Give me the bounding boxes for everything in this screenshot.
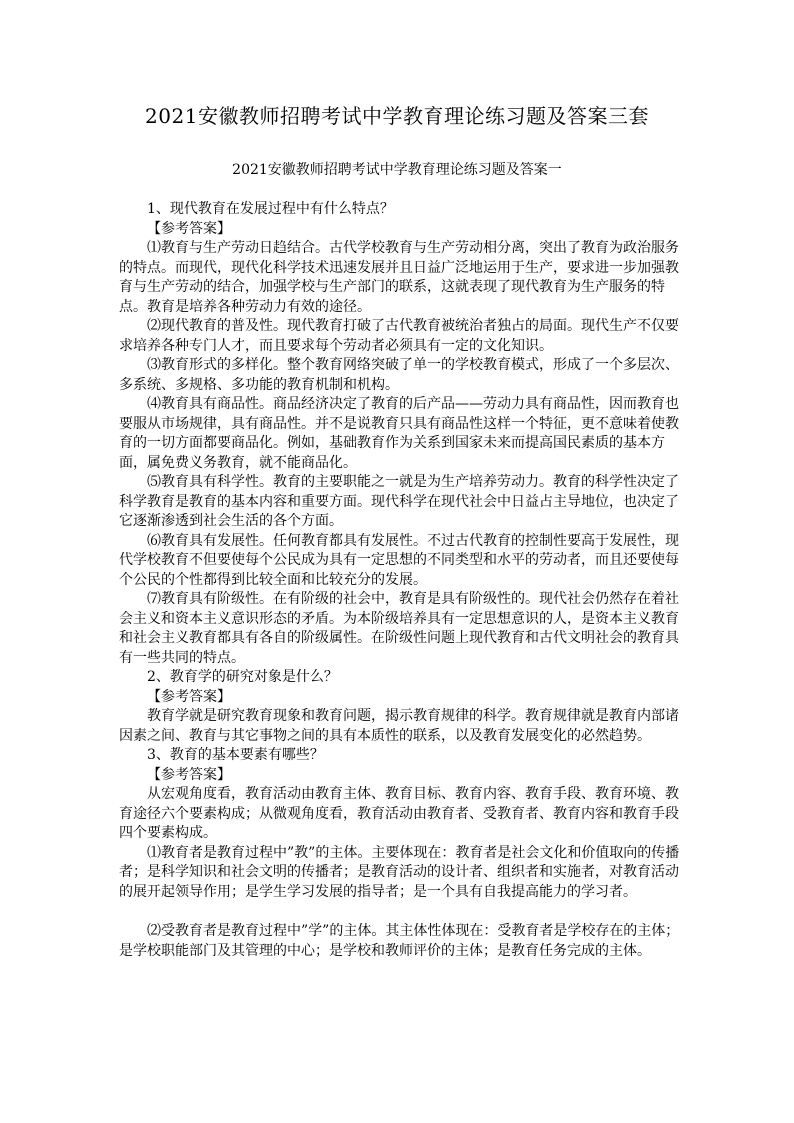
answer-1-paragraph-6: ⑹教育具有发展性。任何教育都具有发展性。不过古代教育的控制性要高于发展性，现代学校教育不但要使每个公民成为具有一定思想的不同类型和水平的劳动者，而且还要使每个公民的个性都得到比较全面和比较充分的发展。 — [119, 532, 679, 588]
answer-label-1: 【参考答案】 — [147, 220, 231, 237]
answer-1-paragraph-5: ⑸教育具有科学性。教育的主要职能之一就是为生产培养劳动力。教育的科学性决定了科学教育是教育的基本内容和重要方面。现代科学在现代社会中日益占主导地位，也决定了它逐渐渗透到社会生活的各个方面。 — [119, 474, 679, 529]
answer-3-paragraph-3: ⑵受教育者是教育过程中”学”的主体。其主体性体现在：受教育者是学校存在的主体；是学校职能部门及其管理的中心；是学校和教师评价的主体；是教育任务完成的主体。 — [119, 923, 680, 959]
answer-2-paragraph-1: 教育学就是研究教育现象和教育问题，揭示教育规律的科学。教育规律就是教育内部诸因素之间、教育与其它事物之间的具有本质性的联系，以及教育发展变化的必然趋势。 — [119, 708, 679, 744]
answer-label-2: 【参考答案】 — [147, 688, 231, 705]
question-2: 2、教育学的研究对象是什么？ — [147, 669, 338, 685]
answer-1-paragraph-2: ⑵现代教育的普及性。现代教育打破了古代教育被统治者独占的局面。现代生产不仅要求培养各种专门人才，而且要求每个劳动者必须具有一定的文化知识。 — [119, 318, 679, 354]
answer-1-paragraph-3: ⑶教育形式的多样化。整个教育网络突破了单一的学校教育模式，形成了一个多层次、多系统、多规格、多功能的教育机制和机构。 — [119, 357, 679, 393]
answer-1-paragraph-7: ⑺教育具有阶级性。在有阶级的社会中，教育是具有阶级性的。现代社会仍然存在着社会主义和资本主义意识形态的矛盾。为本阶级培养具有一定思想意识的人，是资本主义教育和社会主义教育都具有各自的阶级属性。在阶级性问题上现代教育和古代文明社会的教育具有一些共同的特点。 — [119, 591, 679, 666]
answer-label-3: 【参考答案】 — [147, 766, 231, 783]
question-1: 1、现代教育在发展过程中有什么特点？ — [147, 201, 394, 217]
document-body — [119, 200, 685, 961]
answer-1-paragraph-1: ⑴教育与生产劳动日趋结合。古代学校教育与生产劳动相分离，突出了教育为政治服务的特点。而现代，现代化科学技术迅速发展并且日益广泛地运用于生产，要求进一步加强教育与生产劳动的结合，加强学校与生产部门的联系，这就表现了现代教育为生产服务的特点。教育是培养各种劳动力有效的途径。 — [119, 240, 679, 315]
answer-1-paragraph-4: ⑷教育具有商品性。商品经济决定了教育的后产品——劳动力具有商品性，因而教育也要服从市场规律，具有商品性。并不是说教育只具有商品性这样一个特征，更不意味着使教育的一切方面都要商品化。例如，基础教育作为关系到国家未来而提高国民素质的基本方面，属免费义务教育，就不能商品化。 — [119, 396, 679, 471]
section-title: 2021安徽教师招聘考试中学教育理论练习题及答案一 — [232, 162, 562, 178]
document-title: 2021安徽教师招聘考试中学教育理论练习题及答案三套 — [145, 104, 649, 128]
answer-3-paragraph-1: 从宏观角度看，教育活动由教育主体、教育目标、教育内容、教育手段、教育环境、教育途径六个要素构成；从微观角度看，教育活动由教育者、受教育者、教育内容和教育手段四个要素构成。 — [119, 786, 679, 841]
question-3: 3、教育的基本要素有哪些？ — [147, 747, 324, 763]
answer-3-paragraph-2: ⑴教育者是教育过程中”教”的主体。主要体现在：教育者是社会文化和价值取向的传播者；是科学知识和社会文明的传播者；是教育活动的设计者、组织者和实施者，对教育活动的展开起领导作用；是学生学习发展的指导者；是一个具有自我提高能力的学习者。 — [119, 844, 680, 900]
